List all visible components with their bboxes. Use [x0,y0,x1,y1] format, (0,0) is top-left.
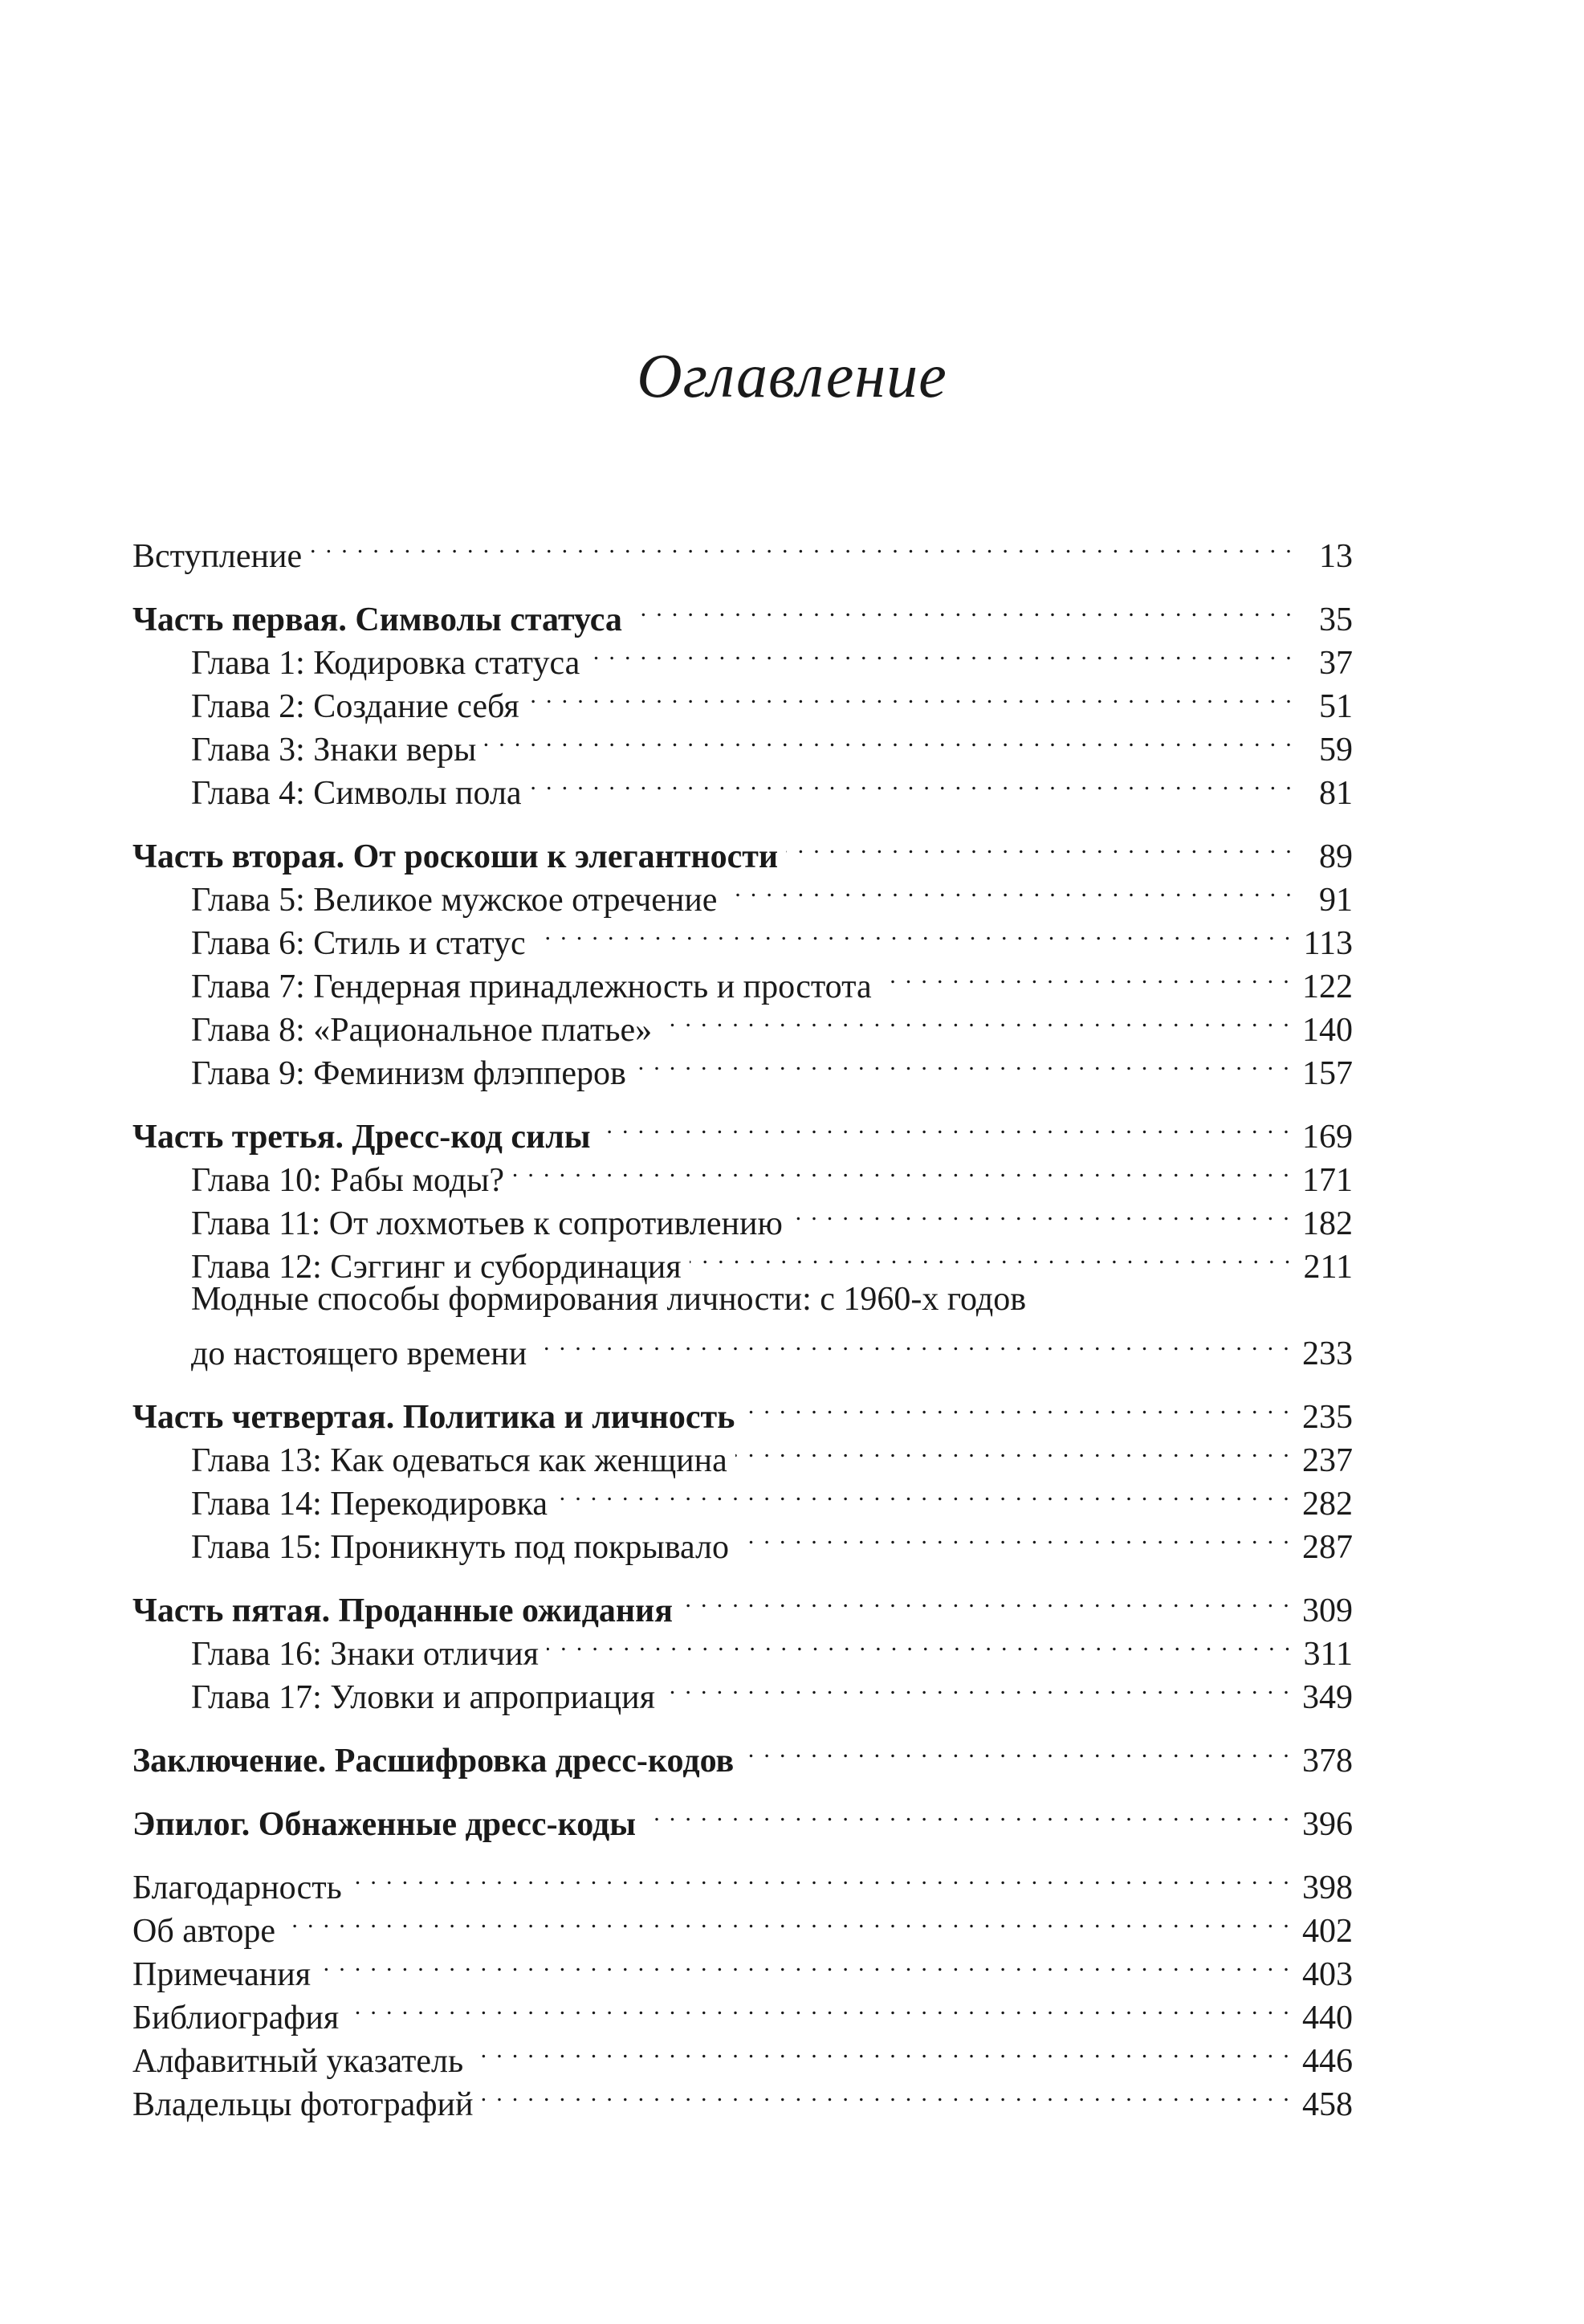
toc-entry-label: Часть первая. Символы статуса [132,601,622,638]
toc-page-number: 237 [1302,1442,1353,1479]
toc-entry-label: Эпилог. Обнаженные дресс-коды [132,1806,637,1843]
toc-entry-label: Владельцы фотографий [132,2086,474,2123]
dot-leader [283,1898,1291,1942]
dot-leader [743,1384,1291,1428]
toc-entry-label: Модные способы формирования личности: с 1960-х годов [191,1281,1027,1318]
toc-page-number: 311 [1303,1636,1353,1673]
dot-leader [880,954,1291,997]
toc-page-number: 440 [1302,2000,1353,2037]
toc-page-number: 182 [1302,1205,1353,1242]
toc-page-number: 89 [1319,838,1353,875]
toc-entry-label: Глава 5: Великое мужское отречение [191,882,718,919]
toc-entry-label: Глава 1: Кодировка статуса [191,645,580,682]
dot-leader [660,997,1291,1041]
dot-leader [484,717,1293,760]
toc-entry-notes[interactable] [132,1942,1353,1993]
dot-leader [690,1234,1293,1278]
dot-leader [644,1792,1291,1835]
dot-leader [535,1321,1291,1364]
toc-entry-label: Глава 15: Проникнуть под покрывало [191,1529,729,1566]
toc-entry-label: Алфавитный указатель [132,2043,464,2080]
toc-entry-label: Часть вторая. От роскоши к элегантности [132,838,779,875]
dot-leader [725,867,1293,911]
toc-page-number: 51 [1319,688,1353,725]
dot-leader [512,1148,1291,1191]
toc-page-number: 81 [1319,775,1353,812]
toc-group-conclusion [132,1728,1353,1780]
toc-entry-label: Благодарность [132,1869,342,1906]
dot-leader [742,1728,1291,1772]
dot-leader [630,587,1293,630]
toc-page-number: 13 [1319,538,1353,575]
dot-leader [350,1855,1291,1898]
toc-entry-label: Часть пятая. Проданные ожидания [132,1592,673,1629]
toc-entry-conclusion[interactable] [132,1728,1353,1780]
dot-leader [319,1942,1291,1985]
toc-entry-label: Глава 6: Стиль и статус [191,925,526,962]
toc-entry-label: Глава 14: Перекодировка [191,1486,548,1523]
page-title: Оглавление [637,340,947,410]
toc-page-number: 140 [1302,1012,1353,1049]
toc-entry-label: Примечания [132,1956,312,1993]
toc-page-number: 113 [1303,925,1353,962]
toc-page-number: 396 [1302,1806,1353,1843]
toc-page-number: 122 [1302,968,1353,1005]
toc-entry-intro[interactable] [132,524,1353,575]
toc-group-epilogue [132,1792,1353,1843]
dot-leader [588,630,1293,674]
toc-entry-label: Часть третья. Дресс-код силы [132,1119,591,1156]
toc-part-heading[interactable] [132,1104,1353,1156]
table-of-contents [132,524,1353,2135]
toc-entry-label: Глава 11: От лохмотьев к сопротивлению [191,1205,783,1242]
dot-leader [663,1665,1291,1708]
toc-entry-label: Глава 16: Знаки отличия [191,1636,539,1673]
dot-leader [310,524,1293,567]
toc-part-heading[interactable] [132,824,1353,875]
toc-entry-label: Глава 9: Феминизм флэпперов [191,1055,626,1092]
toc-entry-label: Глава 10: Рабы моды? [191,1162,504,1199]
toc-entry-label: Глава 4: Символы пола [191,775,522,812]
toc-group-part-5 [132,1578,1353,1716]
toc-page-number: 59 [1319,732,1353,769]
dot-leader [791,1191,1291,1234]
dot-leader [634,1041,1291,1084]
dot-leader [530,760,1293,804]
dot-leader [471,2028,1291,2072]
toc-page-number: 171 [1302,1162,1353,1199]
toc-entry-label: Глава 12: Сэггинг и субординация [191,1249,682,1286]
dot-leader [681,1578,1291,1621]
toc-page-number: 402 [1302,1913,1353,1950]
toc-entry-acknowledgements[interactable] [132,1855,1353,1906]
toc-group-intro [132,524,1353,575]
dot-leader [527,674,1293,717]
toc-page-number: 349 [1302,1679,1353,1716]
dot-leader [481,2072,1291,2115]
dot-leader [599,1104,1291,1148]
toc-page-number: 233 [1302,1335,1353,1372]
toc-entry-label: Глава 3: Знаки веры [191,732,477,769]
toc-page-number: 235 [1302,1399,1353,1436]
toc-part-heading[interactable] [132,587,1353,638]
toc-page-number: 458 [1302,2086,1353,2123]
toc-entry-label: Вступление [132,538,303,575]
toc-entry-label: Об авторе [132,1913,276,1950]
toc-chapter-entry-line-2[interactable] [132,1321,1353,1372]
toc-part-heading[interactable] [132,1578,1353,1629]
toc-page-number: 91 [1319,882,1353,919]
toc-group-part-1 [132,587,1353,812]
toc-page-number: 309 [1302,1592,1353,1629]
toc-entry-label: Глава 13: Как одеваться как женщина [191,1442,727,1479]
toc-page-number: 282 [1302,1486,1353,1523]
toc-page-number: 287 [1302,1529,1353,1566]
dot-leader [786,824,1293,867]
dot-leader [347,1985,1291,2028]
toc-page-number: 157 [1302,1055,1353,1092]
toc-entry-label: Глава 17: Уловки и апроприация [191,1679,655,1716]
dot-leader [547,1621,1293,1665]
dot-leader [735,1428,1291,1471]
dot-leader [556,1471,1291,1515]
toc-page-number: 37 [1319,645,1353,682]
toc-entry-label: Глава 8: «Рациональное платье» [191,1012,653,1049]
toc-entry-label: Глава 7: Гендерная принадлежность и простота [191,968,872,1005]
toc-page-number: 378 [1302,1743,1353,1780]
toc-entry-epilogue[interactable] [132,1792,1353,1843]
toc-group-back-matter [132,1855,1353,2123]
toc-entry-label: Часть четвертая. Политика и личность [132,1399,735,1436]
toc-chapter-entry-line-1[interactable] [132,1278,1353,1321]
toc-group-part-3 [132,1104,1353,1372]
toc-page-number: 169 [1302,1119,1353,1156]
toc-entry-label: Глава 2: Создание себя [191,688,519,725]
toc-entry-about-author[interactable] [132,1898,1353,1950]
toc-page-number: 403 [1302,1956,1353,1993]
toc-page-number: 398 [1302,1869,1353,1906]
toc-entry-label: Заключение. Расшифровка дресс-кодов [132,1743,735,1780]
dot-leader [534,911,1293,954]
toc-page-number: 35 [1319,601,1353,638]
toc-group-part-2 [132,824,1353,1092]
toc-entry-label: до настоящего времени [191,1335,527,1372]
toc-page-number: 446 [1302,2043,1353,2080]
toc-entry-label: Библиография [132,2000,340,2037]
toc-group-part-4 [132,1384,1353,1566]
toc-part-heading[interactable] [132,1384,1353,1436]
dot-leader [737,1515,1291,1558]
toc-page-number: 211 [1303,1249,1353,1286]
